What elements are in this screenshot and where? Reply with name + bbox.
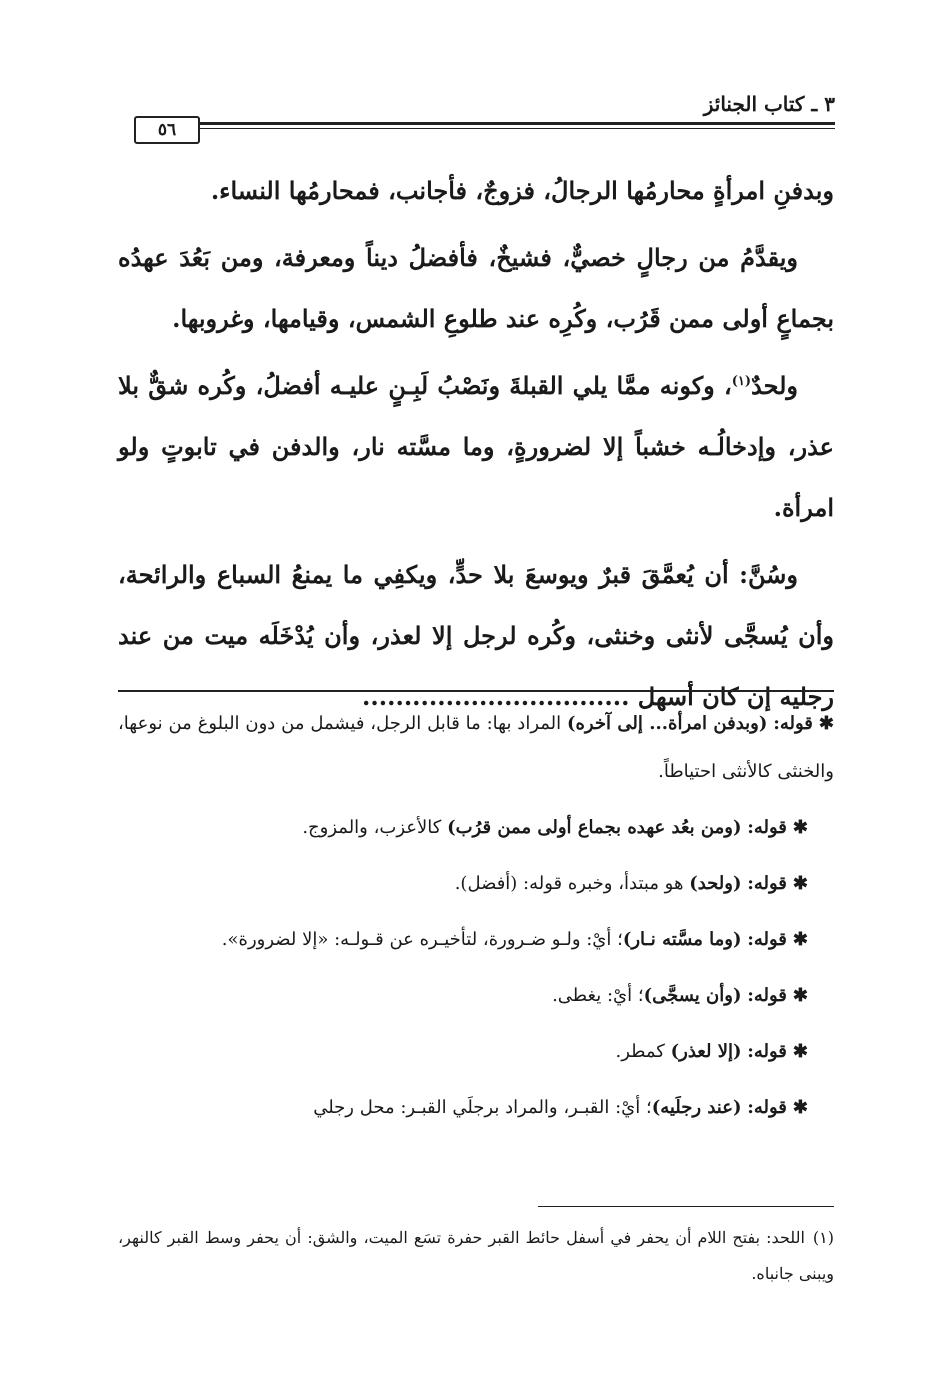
note-quote: (وبدفن امرأة... إلى آخره): [566, 713, 768, 734]
star-icon: ✱: [792, 985, 808, 1006]
commentary: [118, 700, 834, 1140]
footnote-1: [118, 1220, 834, 1292]
note-label: قوله:: [747, 1097, 787, 1118]
note-label: قوله:: [747, 873, 787, 894]
note-quote: (وما مسَّته نـار): [622, 929, 742, 950]
running-title: ٣ ـ كتاب الجنائز: [703, 92, 835, 116]
header-rule-thin: [198, 128, 835, 129]
note-7: [118, 1084, 834, 1132]
star-icon: ✱: [792, 1041, 808, 1062]
note-label: قوله:: [747, 985, 787, 1006]
note-1: [118, 700, 834, 796]
note-text: المراد بها: ما قابل الرجل، فيشمل من دون البلوغ من نوعها، والخنثى كالأنثى احتياطاً.: [118, 713, 834, 782]
star-icon: ✱: [792, 817, 808, 838]
note-quote: (إلا لعذر): [670, 1041, 742, 1062]
page-header: [120, 88, 835, 138]
footnote-text: اللحد: بفتح اللام أن يحفر في أسفل حائط القبر حفرة تسَع الميت، والشق: أن يحفر وسط القبر كالنهر، ويبنى جانباه.: [118, 1228, 834, 1283]
note-text: هو مبتدأ، وخبره قوله: (أفضل).: [454, 873, 690, 894]
note-text: كمطر.: [615, 1041, 671, 1062]
main-paragraph-3: [118, 355, 834, 538]
note-text: ؛ أيْ: يغطى.: [552, 985, 644, 1006]
main-paragraph-4-body: وسُنَّ: أن يُعمَّقَ قبرٌ ويوسعَ بلا حدٍّ، ويكفِي ما يمنعُ السباع والرائحة، وأن يُسجَّى لأنثى وخنثى، وكُره لرجل إلا لعذر، وأن يُدْخَلَه ميت من عند رجليه إن كان أسهل: [118, 560, 834, 711]
note-text: كالأعزب، والمزوج.: [302, 817, 448, 838]
note-quote: (وأن يسجَّى): [643, 985, 742, 1006]
note-5: [118, 972, 834, 1020]
note-4: [118, 916, 834, 964]
main-paragraph-1: وبدفنِ امرأةٍ محارمُها الرجالُ، فزوجٌ، فأجانب، فمحارمُها النساء.: [210, 176, 834, 205]
footnote-reference[interactable]: (١): [731, 374, 751, 389]
header-rule-thick: [198, 122, 835, 125]
page-number: ٥٦: [134, 116, 200, 144]
note-3: [118, 860, 834, 908]
note-text: ؛ أيْ: ولـو ضـرورة، لتأخيـره عن قـولـه: «إلا لضرورة».: [221, 929, 623, 950]
star-icon: ✱: [792, 929, 808, 950]
star-icon: ✱: [818, 713, 834, 734]
dotted-leader: ................................: [362, 682, 630, 711]
main-paragraph-2: ويقدَّمُ من رجالٍ خصيٌّ، فشيخٌ، فأفضلُ ديناً ومعرفة، ومن بَعُدَ عهدُه بجماعٍ أولى ممن قَرُب، وكُرِه عند طلوعِ الشمس، وقيامها، وغروبها.: [118, 243, 834, 333]
footnote-rule: [538, 1206, 834, 1207]
lahd-word: ولحدٌ: [751, 371, 798, 400]
star-icon: ✱: [792, 873, 808, 894]
footnote-number: (١): [812, 1228, 834, 1247]
note-label: قوله:: [747, 929, 787, 950]
text-divider: [118, 690, 834, 692]
note-text: ؛ أيْ: القبـر، والمراد برجلَي القبـر: محل رجلي: [313, 1097, 652, 1118]
footnote: [118, 1220, 834, 1292]
note-quote: (ولحد): [689, 873, 742, 894]
note-6: [118, 1028, 834, 1076]
note-label: قوله:: [747, 1041, 787, 1062]
note-2: [118, 804, 834, 852]
note-quote: (عند رجلَيه): [651, 1097, 742, 1118]
note-label: قوله:: [747, 817, 787, 838]
note-label: قوله:: [773, 713, 813, 734]
note-quote: (ومن بعُد عهده بجماع أولى ممن قرُب): [447, 817, 742, 838]
main-paragraph-3-body: ، وكونه ممَّا يلي القبلةَ ونَصْبُ لَبِـنٍ عليـه أفضلُ، وكُره شقٌّ بلا عذر، وإدخالُـه خشباً إلا لضرورةٍ، وما مسَّته نار، والدفن في تابوتٍ ولو امرأة.: [118, 371, 834, 522]
main-text: [118, 160, 834, 733]
star-icon: ✱: [792, 1097, 808, 1118]
